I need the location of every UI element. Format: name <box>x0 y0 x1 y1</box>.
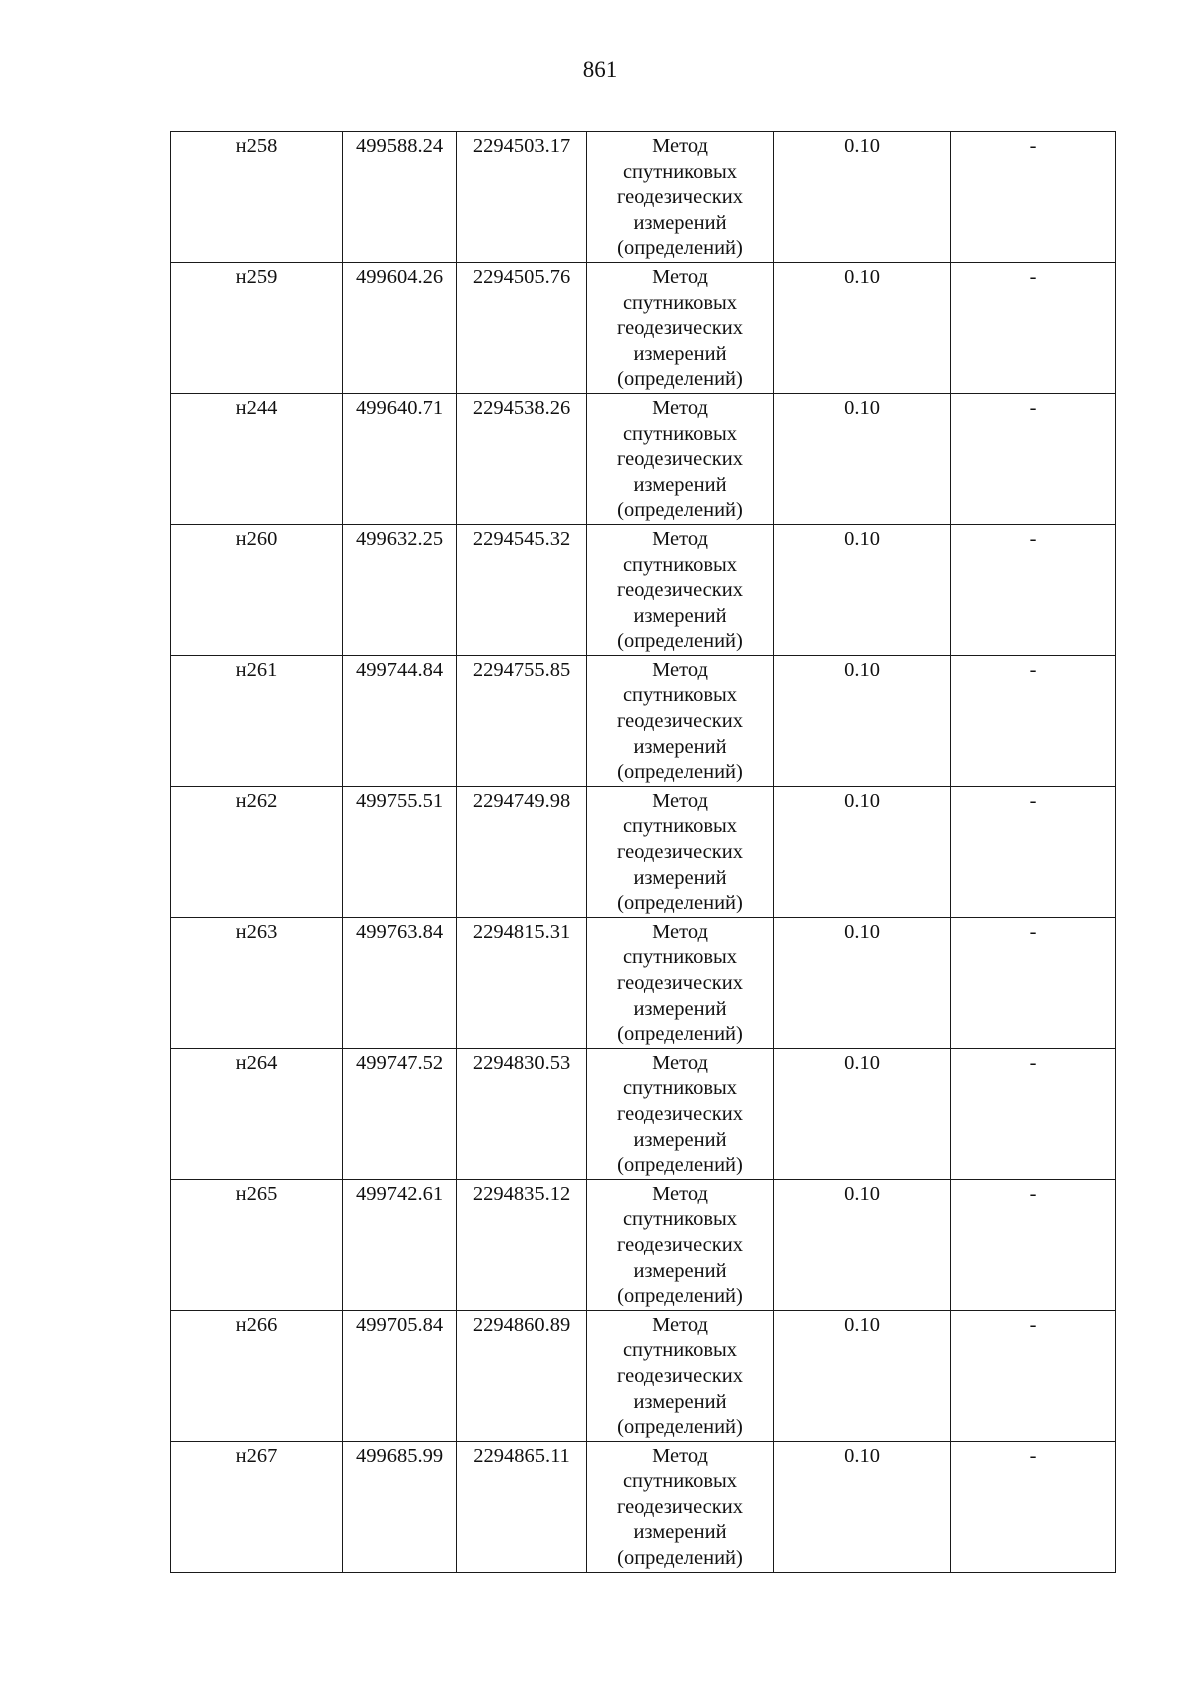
method-line: (определений) <box>617 499 743 522</box>
note-cell: - <box>951 655 1116 786</box>
table-row <box>171 132 1116 263</box>
point-cell: н266 <box>171 1310 343 1441</box>
method-line: Метод <box>652 265 708 288</box>
method-line: Метод <box>652 396 708 419</box>
x-coordinate-cell: 499744.84 <box>343 655 457 786</box>
y-coordinate-cell: 2294860.89 <box>457 1310 587 1441</box>
point-cell: н262 <box>171 786 343 917</box>
x-coordinate-cell: 499755.51 <box>343 786 457 917</box>
method-line: измерений <box>633 1521 727 1544</box>
y-coordinate-cell: 2294830.53 <box>457 1048 587 1179</box>
point-cell: н267 <box>171 1441 343 1572</box>
accuracy-cell: 0.10 <box>774 1048 951 1179</box>
x-coordinate-cell: 499685.99 <box>343 1441 457 1572</box>
method-line: спутниковых <box>622 1339 738 1362</box>
method-line: геодезических <box>617 1495 743 1518</box>
method-cell <box>587 132 774 263</box>
method-line: спутниковых <box>622 1470 738 1493</box>
method-line: спутниковых <box>622 291 738 314</box>
method-cell <box>587 262 774 393</box>
page-number: 861 <box>582 57 618 82</box>
method-line: спутниковых <box>622 422 738 445</box>
method-line: (определений) <box>617 1547 743 1570</box>
method-cell <box>587 1179 774 1310</box>
method-line: Метод <box>652 1051 708 1074</box>
method-line: измерений <box>633 473 727 496</box>
method-cell <box>587 1048 774 1179</box>
y-coordinate-cell: 2294865.11 <box>457 1441 587 1572</box>
table-row <box>171 524 1116 655</box>
point-cell: н258 <box>171 132 343 263</box>
y-coordinate-cell: 2294503.17 <box>457 132 587 263</box>
table-row <box>171 393 1116 524</box>
y-coordinate-cell: 2294545.32 <box>457 524 587 655</box>
method-cell <box>587 1441 774 1572</box>
x-coordinate-cell: 499588.24 <box>343 132 457 263</box>
method-line: спутниковых <box>622 160 738 183</box>
method-line: (определений) <box>617 761 743 784</box>
method-line: спутниковых <box>622 815 738 838</box>
method-line: Метод <box>652 1444 708 1467</box>
table-row <box>171 262 1116 393</box>
accuracy-cell: 0.10 <box>774 1310 951 1441</box>
method-cell <box>587 524 774 655</box>
point-cell: н263 <box>171 917 343 1048</box>
note-cell: - <box>951 393 1116 524</box>
method-line: геодезических <box>617 448 743 471</box>
method-line: (определений) <box>617 1023 743 1046</box>
point-cell: н265 <box>171 1179 343 1310</box>
method-line: спутниковых <box>622 684 738 707</box>
accuracy-cell: 0.10 <box>774 1441 951 1572</box>
method-line: (определений) <box>617 892 743 915</box>
method-line: (определений) <box>617 630 743 653</box>
method-line: (определений) <box>617 237 743 260</box>
method-line: измерений <box>633 1390 727 1413</box>
table-row <box>171 786 1116 917</box>
method-line: геодезических <box>617 1102 743 1125</box>
method-line: измерений <box>633 211 727 234</box>
accuracy-cell: 0.10 <box>774 655 951 786</box>
method-line: Метод <box>652 527 708 550</box>
method-line: измерений <box>633 1259 727 1282</box>
method-line: геодезических <box>617 1233 743 1256</box>
y-coordinate-cell: 2294749.98 <box>457 786 587 917</box>
method-line: измерений <box>633 604 727 627</box>
x-coordinate-cell: 499742.61 <box>343 1179 457 1310</box>
method-line: геодезических <box>617 710 743 733</box>
y-coordinate-cell: 2294835.12 <box>457 1179 587 1310</box>
method-line: Метод <box>652 920 708 943</box>
method-cell <box>587 917 774 1048</box>
accuracy-cell: 0.10 <box>774 524 951 655</box>
accuracy-cell: 0.10 <box>774 393 951 524</box>
method-line: измерений <box>633 997 727 1020</box>
x-coordinate-cell: 499604.26 <box>343 262 457 393</box>
x-coordinate-cell: 499763.84 <box>343 917 457 1048</box>
x-coordinate-cell: 499640.71 <box>343 393 457 524</box>
table-row <box>171 917 1116 1048</box>
method-cell <box>587 786 774 917</box>
note-cell: - <box>951 262 1116 393</box>
method-line: измерений <box>633 735 727 758</box>
method-line: спутниковых <box>622 1077 738 1100</box>
method-line: измерений <box>633 866 727 889</box>
point-cell: н260 <box>171 524 343 655</box>
note-cell: - <box>951 786 1116 917</box>
method-line: спутниковых <box>622 1208 738 1231</box>
note-cell: - <box>951 524 1116 655</box>
x-coordinate-cell: 499747.52 <box>343 1048 457 1179</box>
method-line: Метод <box>652 135 708 157</box>
table-body <box>171 132 1116 1573</box>
note-cell: - <box>951 1310 1116 1441</box>
method-cell <box>587 393 774 524</box>
table-row <box>171 655 1116 786</box>
point-cell: н261 <box>171 655 343 786</box>
table-row <box>171 1310 1116 1441</box>
method-cell <box>587 655 774 786</box>
method-line: (определений) <box>617 368 743 391</box>
method-line: геодезических <box>617 317 743 340</box>
method-line: (определений) <box>617 1285 743 1308</box>
accuracy-cell: 0.10 <box>774 786 951 917</box>
method-line: Метод <box>652 1313 708 1336</box>
method-line: геодезических <box>617 579 743 602</box>
y-coordinate-cell: 2294815.31 <box>457 917 587 1048</box>
x-coordinate-cell: 499705.84 <box>343 1310 457 1441</box>
method-line: (определений) <box>617 1154 743 1177</box>
method-line: спутниковых <box>622 553 738 576</box>
accuracy-cell: 0.10 <box>774 1179 951 1310</box>
method-line: геодезических <box>617 186 743 209</box>
method-line: геодезических <box>617 972 743 994</box>
point-cell: н244 <box>171 393 343 524</box>
table-row <box>171 1441 1116 1572</box>
method-line: геодезических <box>617 1364 743 1387</box>
note-cell: - <box>951 1179 1116 1310</box>
coordinates-table <box>170 131 1116 1573</box>
method-line: (определений) <box>617 1416 743 1439</box>
note-cell: - <box>951 917 1116 1048</box>
point-cell: н264 <box>171 1048 343 1179</box>
table-row <box>171 1048 1116 1179</box>
x-coordinate-cell: 499632.25 <box>343 524 457 655</box>
note-cell: - <box>951 1441 1116 1572</box>
method-line: измерений <box>633 1128 727 1151</box>
method-line: Метод <box>652 789 708 812</box>
note-cell: - <box>951 132 1116 263</box>
method-line: Метод <box>652 658 708 681</box>
table-row <box>171 1179 1116 1310</box>
y-coordinate-cell: 2294755.85 <box>457 655 587 786</box>
accuracy-cell: 0.10 <box>774 917 951 1048</box>
point-cell: н259 <box>171 262 343 393</box>
y-coordinate-cell: 2294538.26 <box>457 393 587 524</box>
method-cell <box>587 1310 774 1441</box>
method-line: измерений <box>633 342 727 365</box>
accuracy-cell: 0.10 <box>774 262 951 393</box>
method-line: Метод <box>652 1182 708 1205</box>
accuracy-cell: 0.10 <box>774 132 951 263</box>
method-line: спутниковых <box>622 946 738 969</box>
y-coordinate-cell: 2294505.76 <box>457 262 587 393</box>
note-cell: - <box>951 1048 1116 1179</box>
method-line: геодезических <box>617 841 743 864</box>
